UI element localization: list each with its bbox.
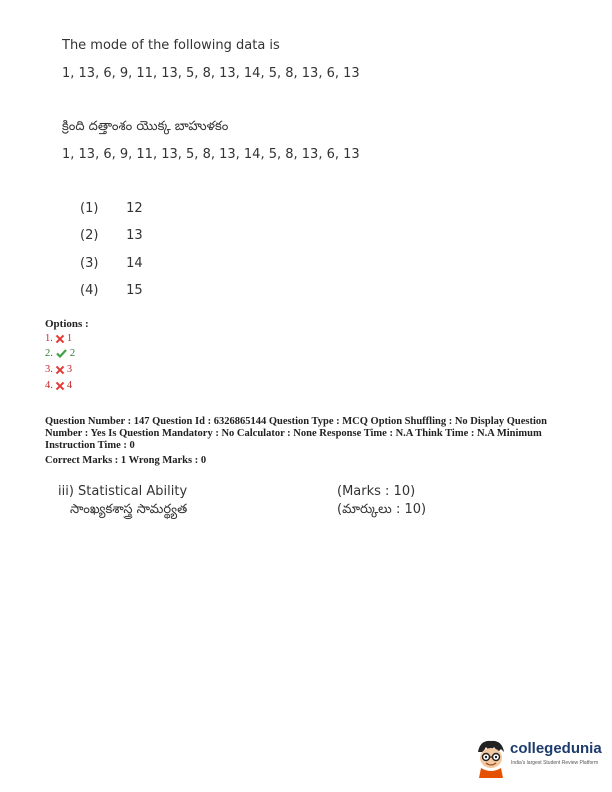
options-title: Options : bbox=[45, 318, 89, 330]
logo-tagline: India's largest Student Review Platform bbox=[511, 760, 599, 766]
choice-3 bbox=[80, 256, 143, 271]
collegedunia-logo bbox=[474, 738, 604, 778]
option-label: 2 bbox=[69, 348, 76, 359]
question-english: The mode of the following data is bbox=[62, 38, 280, 53]
choice-number: (3) bbox=[80, 256, 99, 271]
choice-value: 14 bbox=[126, 256, 143, 271]
section-marks-telugu: (మార్కులు : 10) bbox=[337, 502, 427, 517]
question-telugu: క్రింది దత్తాంశం యొక్క బాహుళకం bbox=[62, 119, 229, 134]
choice-number: (1) bbox=[80, 201, 99, 216]
choice-1 bbox=[80, 201, 143, 216]
choice-value: 12 bbox=[126, 201, 143, 216]
option-row bbox=[45, 348, 75, 359]
option-index: 3. bbox=[45, 364, 53, 375]
cross-icon bbox=[56, 366, 64, 374]
choice-number: (2) bbox=[80, 228, 99, 243]
choice-4 bbox=[80, 283, 143, 298]
option-label: 1 bbox=[66, 333, 73, 344]
logo-brand: collegedunia bbox=[510, 740, 602, 757]
choice-value: 15 bbox=[126, 283, 143, 298]
section-title-english: iii) Statistical Ability bbox=[58, 484, 188, 499]
section-title-telugu: సాంఖ్యకశాస్త్ర సామర్థ్యత bbox=[70, 502, 188, 517]
mascot-icon bbox=[474, 738, 508, 778]
question-data-line: 1, 13, 6, 9, 11, 13, 5, 8, 13, 14, 5, 8, 13, 6, 13 bbox=[62, 147, 360, 162]
option-index: 1. bbox=[45, 333, 53, 344]
option-row bbox=[45, 333, 72, 344]
section-marks-english: (Marks : 10) bbox=[337, 484, 416, 499]
option-label: 3 bbox=[66, 364, 73, 375]
option-index: 4. bbox=[45, 380, 53, 391]
option-label: 4 bbox=[66, 380, 73, 391]
question-meta: Question Number : 147 Question Id : 6326865144 Question Type : MCQ Option Shuffling : No Display Question Number : Yes Is Question Mandatory : No Calculator : None Response Time : N.A Think Time : N.A Minimum Instruction Time : 0 bbox=[45, 416, 548, 451]
choice-number: (4) bbox=[80, 283, 99, 298]
option-row bbox=[45, 364, 72, 375]
choice-value: 13 bbox=[126, 228, 143, 243]
option-row bbox=[45, 380, 72, 391]
option-index: 2. bbox=[45, 348, 53, 359]
question-marks: Correct Marks : 1 Wrong Marks : 0 bbox=[45, 455, 207, 466]
question-data-line: 1, 13, 6, 9, 11, 13, 5, 8, 13, 14, 5, 8, 13, 6, 13 bbox=[62, 66, 360, 81]
cross-icon bbox=[56, 335, 64, 343]
check-icon bbox=[56, 349, 67, 358]
choice-2 bbox=[80, 228, 143, 243]
cross-icon bbox=[56, 382, 64, 390]
